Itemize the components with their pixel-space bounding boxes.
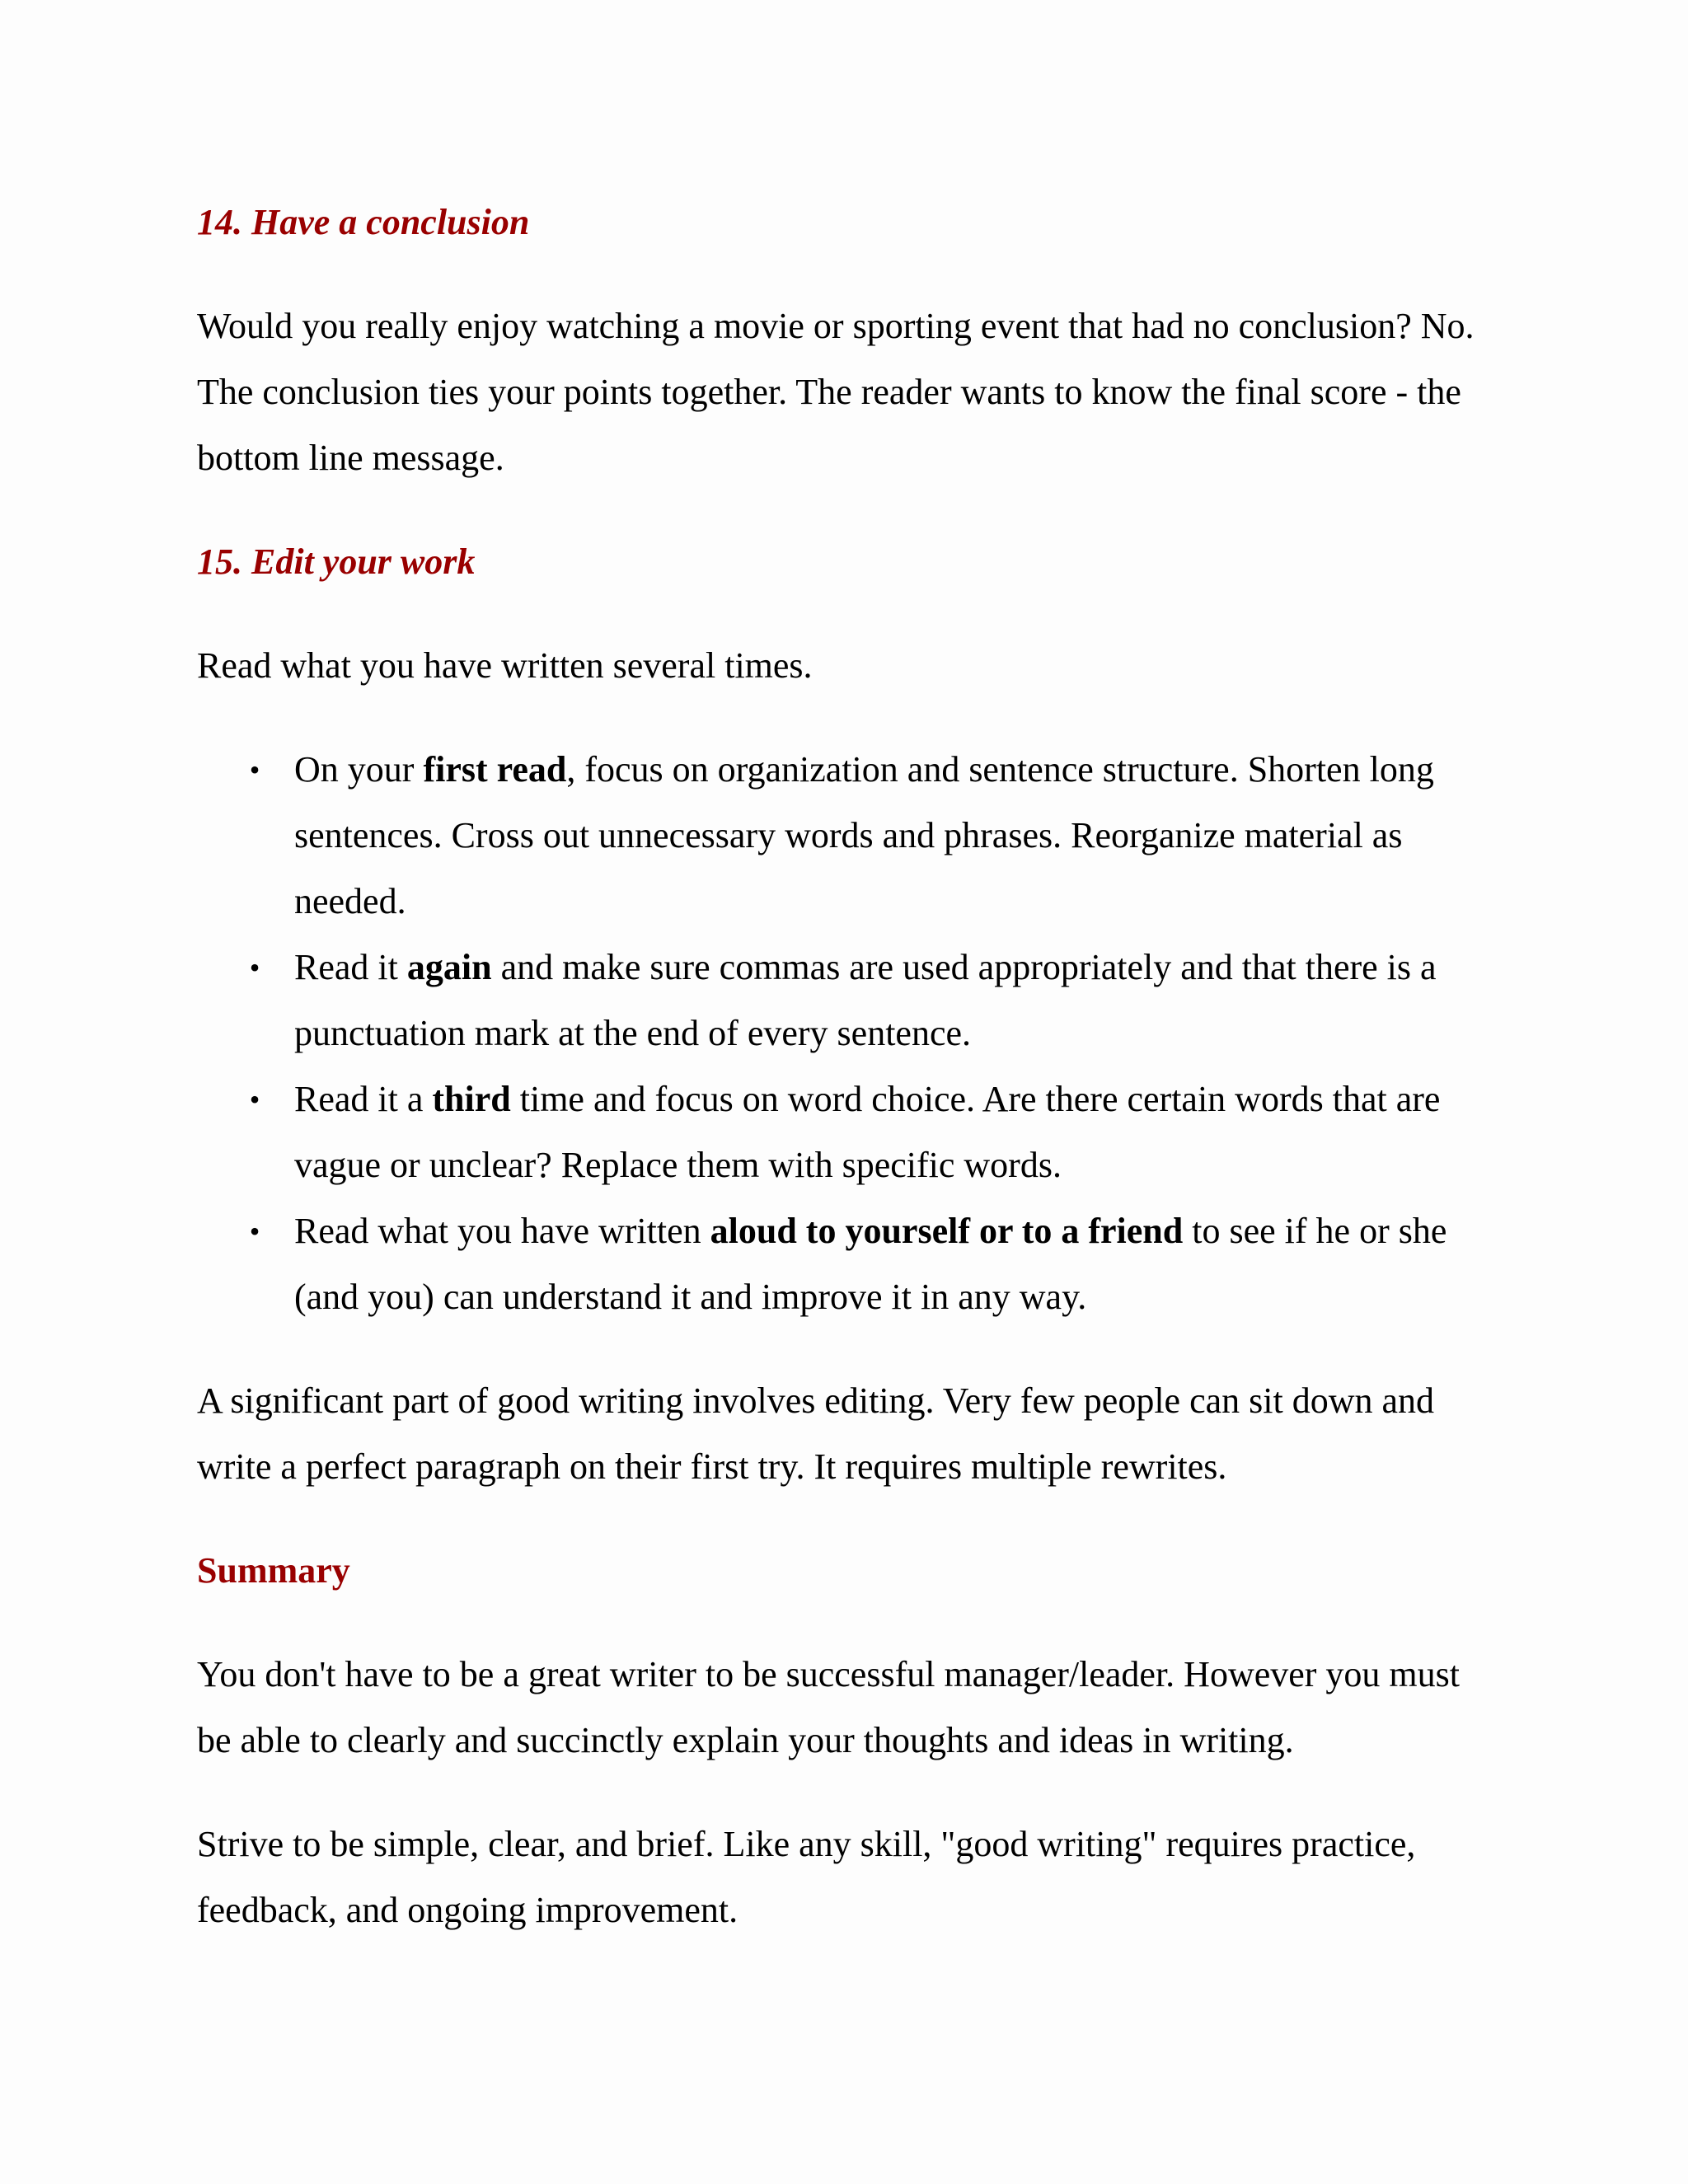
list-item-text: , focus on organization and sentence structure. Shorten long sentences. Cross out unnecessary words and phrases. Reorganize material as needed. bbox=[294, 749, 1434, 921]
edit-intro-paragraph: Read what you have written several times. bbox=[197, 645, 813, 686]
list-item bbox=[197, 935, 1499, 1066]
list-item-text: Read what you have written bbox=[294, 1211, 710, 1251]
list-item-emphasis: first read bbox=[423, 749, 567, 790]
document-page bbox=[197, 190, 1499, 1943]
bullet-icon: • bbox=[249, 951, 260, 984]
list-item bbox=[197, 1198, 1499, 1330]
heading-summary: Summary bbox=[197, 1550, 350, 1591]
list-item-text: Read it bbox=[294, 947, 407, 987]
conclusion-paragraph: Would you really enjoy watching a movie or sporting event that had no conclusion? No. The conclusion ties your points together. The reader wants to know the final score - the bottom line message. bbox=[197, 306, 1475, 478]
list-item-text: Read it a bbox=[294, 1079, 433, 1119]
summary-paragraph: Strive to be simple, clear, and brief. Like any skill, "good writing" requires practice, feedback, and ongoing improvement. bbox=[197, 1824, 1416, 1930]
edit-steps-list bbox=[197, 737, 1499, 1330]
list-item-emphasis: aloud to yourself or to a friend bbox=[710, 1211, 1184, 1251]
list-item-text: time and focus on word choice. Are there certain words that are vague or unclear? Replace them with specific words. bbox=[294, 1079, 1441, 1185]
summary-paragraph: You don't have to be a great writer to be successful manager/leader. However you must be able to clearly and succinctly explain your thoughts and ideas in writing. bbox=[197, 1654, 1461, 1760]
list-item bbox=[197, 737, 1499, 935]
list-item-emphasis: third bbox=[432, 1079, 511, 1119]
list-item-text: On your bbox=[294, 749, 424, 790]
list-item bbox=[197, 1066, 1499, 1198]
bullet-icon: • bbox=[249, 1215, 260, 1248]
heading-edit-your-work: 15. Edit your work bbox=[197, 541, 476, 582]
list-item-emphasis: again bbox=[406, 947, 492, 987]
heading-have-a-conclusion: 14. Have a conclusion bbox=[197, 202, 530, 242]
list-item-text: to see if he or she (and you) can understand it and improve it in any way. bbox=[294, 1211, 1447, 1317]
list-item-text: and make sure commas are used appropriately and that there is a punctuation mark at the end of every sentence. bbox=[294, 947, 1437, 1053]
bullet-icon: • bbox=[249, 753, 260, 786]
edit-closing-paragraph: A significant part of good writing involves editing. Very few people can sit down and write a perfect paragraph on their first try. It requires multiple rewrites. bbox=[197, 1380, 1435, 1487]
bullet-icon: • bbox=[249, 1083, 260, 1116]
